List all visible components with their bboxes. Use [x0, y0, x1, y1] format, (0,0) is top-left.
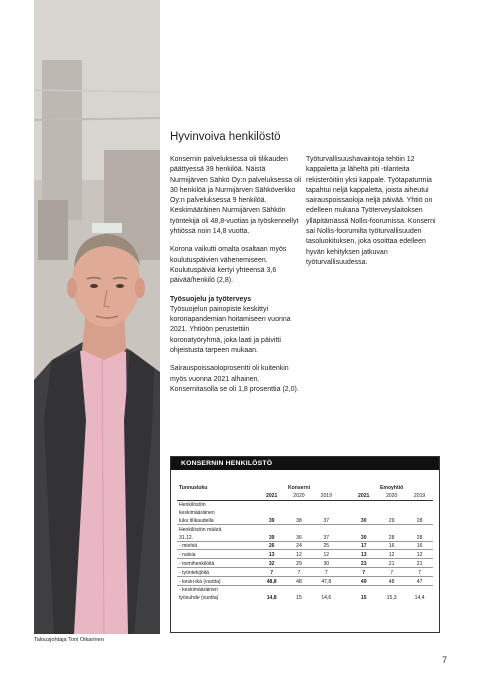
- table-cell: 13: [258, 550, 285, 559]
- photo-caption: Talousjohtaja Toni Oikarinen: [34, 637, 104, 643]
- table-cell: 15: [296, 595, 302, 602]
- year-header: 2019: [313, 491, 340, 500]
- table-cell: 32: [258, 559, 285, 568]
- table-row: [177, 508, 433, 516]
- table-cell: [377, 524, 406, 532]
- table-cell: [313, 508, 340, 516]
- table-cell: 7: [285, 567, 313, 576]
- table-cell: 7: [350, 567, 377, 576]
- year-header: 2020: [377, 491, 406, 500]
- table-row: [177, 516, 433, 524]
- table-cell: 49: [350, 576, 377, 585]
- table-cell: [313, 524, 340, 532]
- table-cell: 7: [258, 567, 285, 576]
- section-heading: Hyvinvoiva henkilöstö: [170, 131, 281, 143]
- table-cell: 7: [313, 567, 340, 576]
- table-cell: [350, 585, 377, 593]
- table-cell: 12: [377, 550, 406, 559]
- table-cell: 15: [360, 595, 367, 602]
- group-emoyhtio: Emoyhtiö: [380, 484, 404, 491]
- table-cell: 21: [377, 559, 406, 568]
- table-cell: [406, 524, 433, 532]
- table-cell: 14,4: [414, 595, 425, 602]
- row-label: - naisia: [177, 550, 258, 559]
- row-label: - toimihenkilöitä: [177, 559, 258, 568]
- column-label: Tunnusluku: [179, 484, 208, 491]
- table-cell: 48: [285, 576, 313, 585]
- table-cell: [285, 500, 313, 508]
- table-cell: 24: [285, 541, 313, 550]
- table-row: [177, 559, 433, 568]
- year-header: 2020: [285, 491, 313, 500]
- table-cell: [285, 508, 313, 516]
- table-row: [177, 550, 433, 559]
- year-header: 2021: [350, 491, 377, 500]
- paragraph: Konsernin palveluksessa oli tilikauden päättyessä 39 henkilöä. Näistä Nurmijärven Sähkö Oy:n palveluksessa oli 30 henkilöä ja Nurmijärven Sähköverkko Oy:n palveluksessa 9 henkilöä. Keskimääräinen Nurmijärven Sähkön työntekijä oli 48,8-vuotias ja työskennellyt yhtiössä noin 14,8 vuotta.: [170, 156, 302, 236]
- table-row: [177, 500, 433, 508]
- table-row: [177, 576, 433, 585]
- table-row: [177, 593, 433, 601]
- paragraph: Sairauspoissaoloprosentti oli kuitenkin myös vuonna 2021 alhainen. Konsernitasolla se oli 1,8 prosenttia (2,0).: [170, 365, 299, 393]
- paragraph: Työsuojelun painopiste keskittyi koronapandemian hoitamiseen vuonna 2021. Yhtiöön perustettiin koronatyöryhmä, joka laati ja päivitti ohjeistusta tarpeen mukaan.: [170, 305, 291, 355]
- table-cell: [258, 500, 285, 508]
- table-row: [177, 567, 433, 576]
- portrait-illustration: [34, 0, 160, 634]
- table-cell: 28: [406, 516, 433, 524]
- year-header: 2019: [406, 491, 433, 500]
- row-label: - työntekijöitä: [177, 567, 258, 576]
- table-cell: 48: [377, 576, 406, 585]
- table-cell: [350, 500, 377, 508]
- table-cell: [313, 585, 340, 593]
- table-cell: [258, 585, 285, 593]
- table-cell: [406, 585, 433, 593]
- table-cell: 30: [350, 533, 377, 541]
- table-cell: 28: [377, 533, 406, 541]
- table-cell: [285, 524, 313, 532]
- table-cell: 14,8: [266, 595, 277, 602]
- group-konserni: Konserni: [287, 484, 311, 491]
- table-cell: 14,6: [321, 595, 332, 602]
- table-cell: 38: [285, 516, 313, 524]
- row-label: työsuhde (vuotta): [179, 595, 219, 602]
- table-cell: 23: [350, 559, 377, 568]
- table-cell: 7: [377, 567, 406, 576]
- table-years-row: [177, 491, 433, 500]
- table-row: [177, 585, 433, 593]
- year-header: 2021: [258, 491, 285, 500]
- table-cell: [285, 585, 313, 593]
- table-cell: 26: [258, 541, 285, 550]
- row-label: Henkilöstön määrä: [179, 526, 222, 533]
- row-label: Henkilöstön: [179, 502, 206, 509]
- table-cell: 47,8: [313, 576, 340, 585]
- table-cell: 16: [377, 541, 406, 550]
- staff-table-box: [170, 456, 440, 633]
- table-cell: [258, 508, 285, 516]
- row-label: - miehiä: [177, 541, 258, 550]
- subheading: Työsuojelu ja työterveys: [170, 295, 252, 303]
- row-label: keskimääräinen: [179, 510, 215, 517]
- paragraph: Korona vaikutti omalta osaltaan myös koulutuspäivien vähenemiseen. Koulutuspäiviä kertyi yhteensä 3,6 päivää/henkilö (2,8).: [170, 246, 287, 285]
- staff-table: [177, 483, 433, 601]
- table-title: KONSERNIN HENKILÖSTÖ: [171, 457, 439, 470]
- table-group-header: [177, 483, 433, 491]
- table-cell: 37: [313, 533, 340, 541]
- table-cell: 7: [406, 567, 433, 576]
- table-cell: [377, 500, 406, 508]
- table-cell: [377, 508, 406, 516]
- table-cell: 48,8: [258, 576, 285, 585]
- table-cell: 36: [285, 533, 313, 541]
- table-cell: [377, 585, 406, 593]
- table-cell: 39: [258, 533, 285, 541]
- paragraph: Työturvallisuushavaintoja tehtiin 12 kappaletta ja läheltä piti -tilanteita rekisteröitiin yksi kappale. Työtapaturmia tapahtui neljä kappaletta, joista aiheutui sairauspoissaoloja neljä päivää. Yhtiö on edelleen mukana Työterveyslaitoksen ylläpitämässä Nollis-foorumissa. Konserni sai Nollis-foorumilta työturvallisuuden tasoluokituksen, joka osoittaa edelleen hyvän kehityksen jatkuvan työturvallisuudessa.: [306, 156, 436, 266]
- table-cell: 29: [285, 559, 313, 568]
- table-cell: 29: [377, 516, 406, 524]
- table-row: [177, 533, 433, 541]
- table-cell: 47: [406, 576, 433, 585]
- table-cell: 30: [313, 559, 340, 568]
- table-cell: [313, 500, 340, 508]
- table-row: [177, 541, 433, 550]
- table-cell: 12: [285, 550, 313, 559]
- row-label: 31.12.: [177, 533, 258, 541]
- table-cell: 30: [350, 516, 377, 524]
- page-number: 7: [442, 655, 448, 665]
- table-cell: 37: [313, 516, 340, 524]
- table-cell: 28: [406, 533, 433, 541]
- article-left-column: [170, 155, 302, 403]
- table-cell: [258, 524, 285, 532]
- portrait-photo: [34, 0, 160, 634]
- table-cell: 39: [258, 516, 285, 524]
- table-cell: [350, 524, 377, 532]
- table-cell: 15,3: [386, 595, 397, 602]
- table-cell: [406, 500, 433, 508]
- table-cell: 13: [350, 550, 377, 559]
- table-cell: 12: [406, 550, 433, 559]
- table-cell: [350, 508, 377, 516]
- row-label: - keski-ikä (vuotta): [177, 576, 258, 585]
- table-cell: 16: [406, 541, 433, 550]
- row-label: luku tilikaudella: [177, 516, 258, 524]
- row-label: - keskimääräinen: [179, 587, 218, 594]
- table-row: [177, 524, 433, 532]
- table-cell: 17: [350, 541, 377, 550]
- table-cell: [406, 508, 433, 516]
- table-cell: 21: [406, 559, 433, 568]
- table-cell: 12: [313, 550, 340, 559]
- table-cell: 25: [313, 541, 340, 550]
- article-right-column: [306, 155, 440, 276]
